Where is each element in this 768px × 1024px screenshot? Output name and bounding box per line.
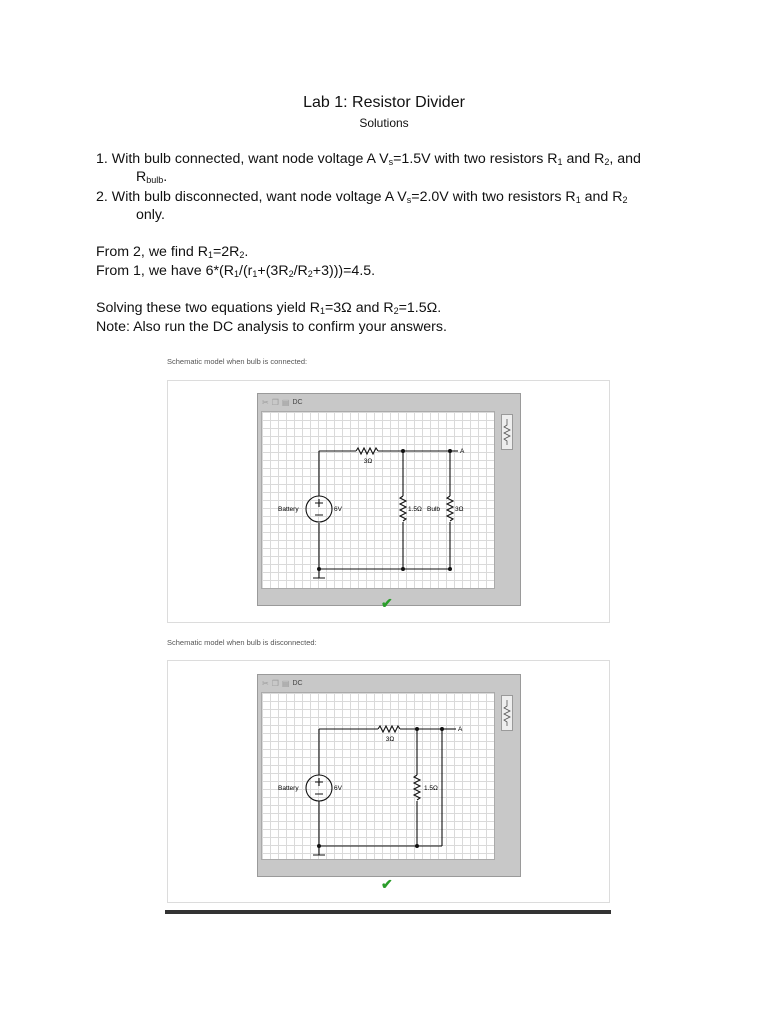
r-top-label: 3Ω xyxy=(363,458,373,465)
solution-line: Solving these two equations yield $R_1=3\Omega$ and $R_2=1.5\Omega$. xyxy=(96,300,442,316)
success-check-icon-1: ✔ xyxy=(381,595,393,611)
derivation-from2: From 2, we find $R_1=2R_2$. xyxy=(96,244,249,260)
schematic-canvas-2[interactable] xyxy=(261,692,495,860)
schematic-canvas-1[interactable] xyxy=(261,411,495,589)
list-item-2-cont: only. xyxy=(136,207,165,223)
source-name-label: Battery xyxy=(278,785,299,792)
schematic-toolbar-2 xyxy=(262,677,303,690)
bulb-value-label: 3Ω xyxy=(455,506,464,513)
resistor-tool-icon[interactable] xyxy=(501,695,513,731)
schematic-caption-2: Schematic model when bulb is disconnected: xyxy=(167,638,317,647)
circuit-diagram-2 xyxy=(262,693,494,859)
page-title: Lab 1: Resistor Divider xyxy=(303,94,465,111)
list-item-2: 2. With bulb disconnected, want node voltage A $V_s=2.0V$ with two resistors $R_1$ and $R_2$ xyxy=(96,189,628,205)
source-name-label: Battery xyxy=(278,506,299,513)
r-top-label: 3Ω xyxy=(385,736,395,743)
schematic-panel-2 xyxy=(167,660,610,903)
schematic-panel-1 xyxy=(167,380,610,623)
schematic-frame-2 xyxy=(257,674,521,877)
node-a-label: A xyxy=(460,448,465,455)
list-item-1: 1. With bulb connected, want node voltage A $V_s=1.5V$ with two resistors $R_1$ and $R_2$, and xyxy=(96,151,641,167)
circuit-diagram-1 xyxy=(262,412,494,588)
cut-icon[interactable]: ✂ xyxy=(262,679,269,688)
copy-icon[interactable]: ❐ xyxy=(271,398,279,407)
bulb-name-label: Bulb xyxy=(427,506,441,513)
success-check-icon-2: ✔ xyxy=(381,876,393,892)
list-item-1-cont: $R_{bulb}$. xyxy=(136,169,168,185)
note-line: Note: Also run the DC analysis to confirm your answers. xyxy=(96,319,447,335)
schematic-caption-1: Schematic model when bulb is connected: xyxy=(167,357,308,366)
r-mid-label: 1.5Ω xyxy=(408,506,422,513)
page-divider xyxy=(165,910,611,914)
schematic-frame-1 xyxy=(257,393,521,606)
analysis-dc-label[interactable]: DC xyxy=(292,399,303,406)
source-value-label: 6V xyxy=(334,785,342,792)
schematic-toolbar-1 xyxy=(262,396,303,409)
r-mid-label: 1.5Ω xyxy=(424,785,438,792)
copy-icon[interactable]: ❐ xyxy=(271,679,279,688)
source-value-label: 6V xyxy=(334,506,342,513)
cut-icon[interactable]: ✂ xyxy=(262,398,269,407)
paste-icon[interactable]: ▤ xyxy=(281,679,290,688)
page-subtitle: Solutions xyxy=(359,116,409,130)
analysis-dc-label[interactable]: DC xyxy=(292,680,303,687)
paste-icon[interactable]: ▤ xyxy=(281,398,290,407)
node-a-label: A xyxy=(458,726,463,733)
resistor-tool-icon[interactable] xyxy=(501,414,513,450)
derivation-from1: From 1, we have $6*(R_1/(r_1+(3R_2/R_2+3)))=4.5$. xyxy=(96,263,376,279)
